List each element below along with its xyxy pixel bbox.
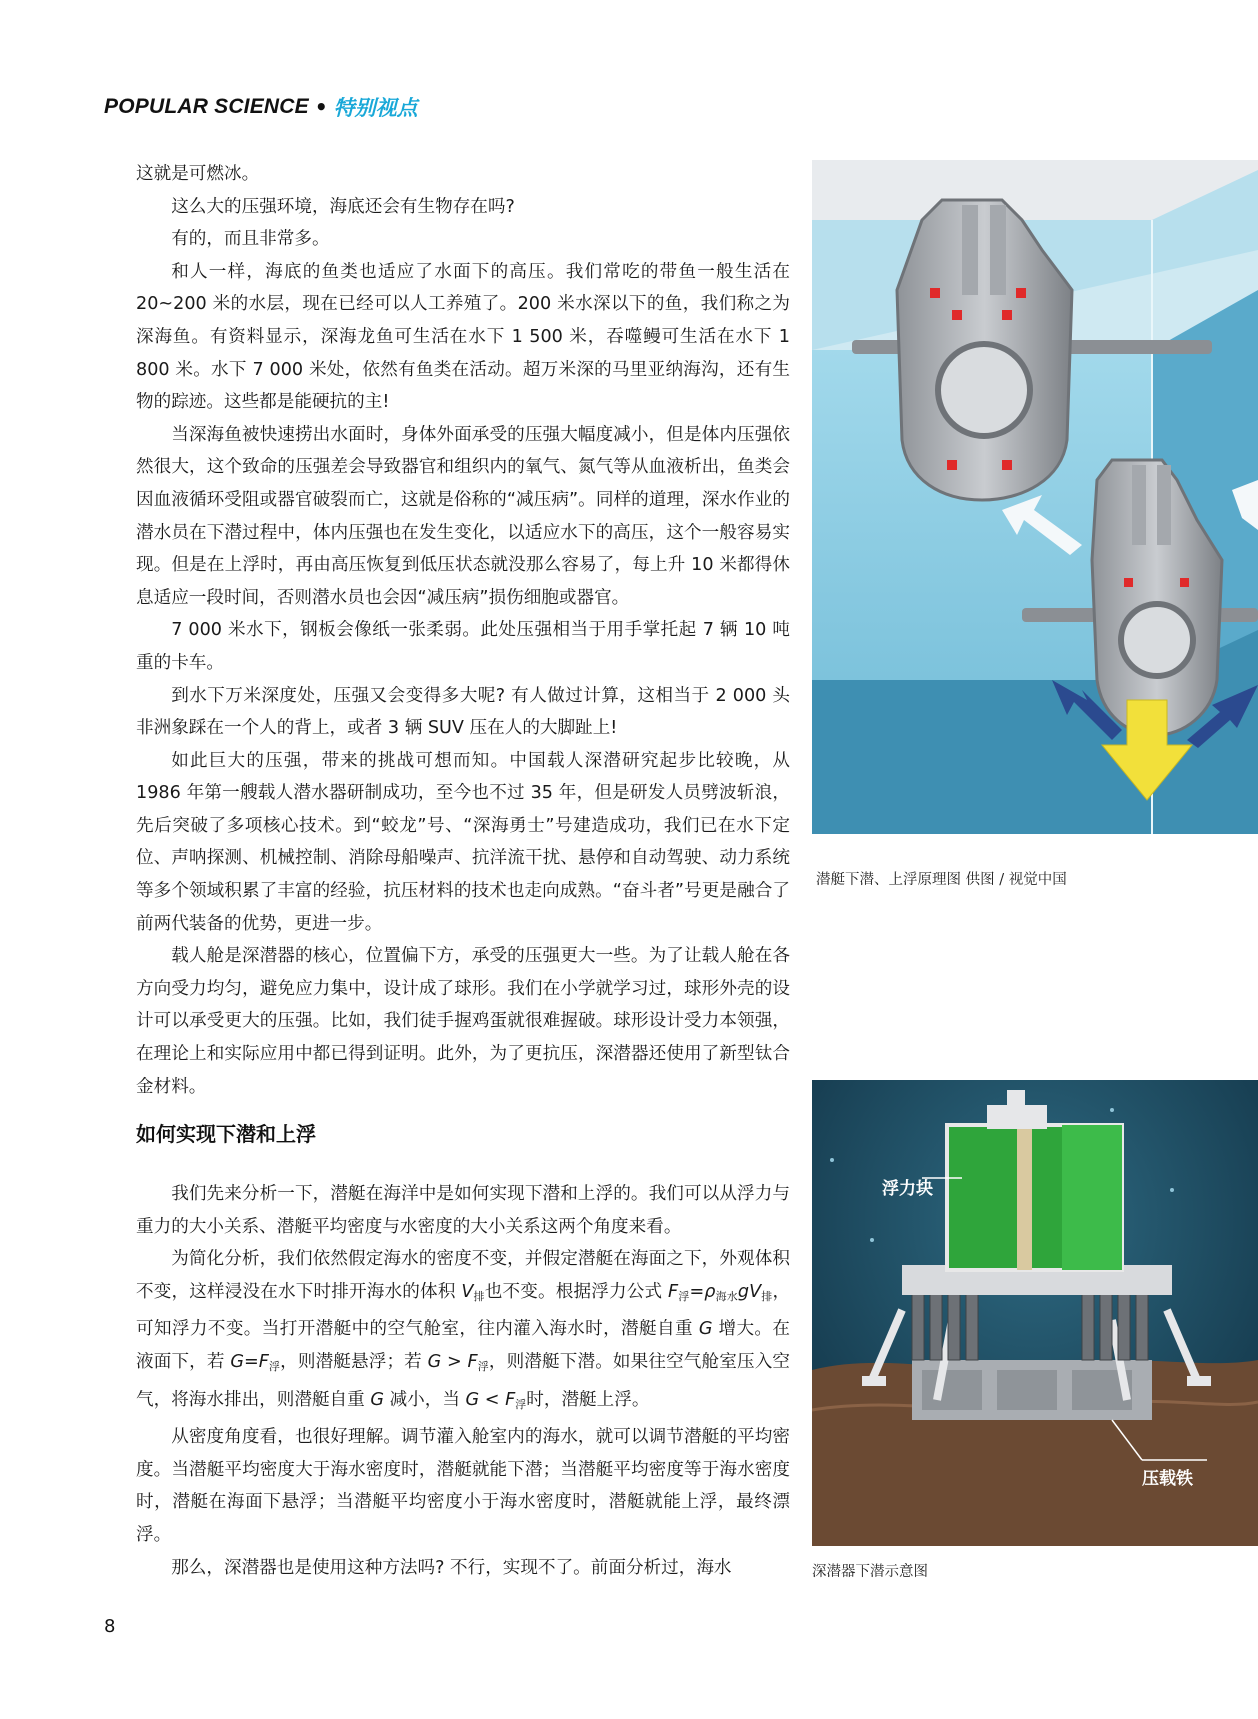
header-separator: •: [314, 95, 328, 119]
article-bottom-column: [136, 1178, 790, 1584]
paragraph: 这就是可燃冰。: [136, 164, 260, 184]
paragraph: 7 000 米水下，钢板会像纸一张柔弱。此处压强相当于用手掌托起 7 辆 10 吨重的卡车。: [136, 620, 790, 673]
section-title: 如何实现下潜和上浮: [136, 1122, 316, 1146]
paragraph: 和人一样，海底的鱼类也适应了水面下的高压。我们常吃的带鱼一般生活在 20~200 米的水层，现在已经可以人工养殖了。200 米水深以下的鱼，我们称之为深海鱼。有资料显示，深海龙鱼可生活在水下 1 500 米，吞噬鳗可生活在水下 1 800 米。水下 7 000 米处，依然有鱼类在活动。超万米深的马里亚纳海沟，还有生物的踪迹。这些都是能硬抗的主!: [136, 261, 790, 413]
figure-caption: 深潜器下潜示意图: [812, 1564, 928, 1580]
magazine-brand: POPULAR SCIENCE: [104, 95, 309, 118]
paragraph: 当深海鱼被快速捞出水面时，身体外面承受的压强大幅度减小，但是体内压强依然很大，这个致命的压强差会导致器官和组织内的氧气、氮气等从血液析出，鱼类会因血液循环受阻或器官破裂而亡，这就是俗称的“减压病”。同样的道理，深水作业的潜水员在下潜过程中，体内压强也在发生变化，以适应水下的高压，这个一般容易实现。但是在上浮时，再由高压恢复到低压状态就没那么容易了，每上升 10 米都得休息适应一段时间，否则潜水员也会因“减压病”损伤细胞或器官。: [136, 424, 790, 608]
paragraph: 如此巨大的压强，带来的挑战可想而知。中国载人深潜研究起步比较晚，从 1986 年第一艘载人潜水器研制成功，至今也不过 35 年，但是研发人员劈波斩浪，先后突破了多项核心技术。到“蛟龙”号、“深海勇士”号建造成功，我们已在水下定位、声呐探测、机械控制、消除母船噪声、抗洋流干扰、悬停和自动驾驶、动力系统等多个领域积累了丰富的经验，抗压材料的技术也走向成熟。“奋斗者”号更是融合了前两代装备的优势，更进一步。: [136, 750, 790, 934]
submersible-diagram: [812, 1080, 1258, 1546]
paragraph: 我们先来分析一下，潜艇在海洋中是如何实现下潜和上浮的。我们可以从浮力与重力的大小关系、潜艇平均密度与水密度的大小关系这两个角度来看。: [136, 1184, 790, 1237]
figure-caption: 潜艇下潜、上浮原理图 供图 / 视觉中国: [816, 872, 1067, 888]
running-header: [104, 92, 418, 122]
article-top-column: [136, 158, 790, 1103]
paragraph: 到水下万米深度处，压强又会变得多大呢? 有人做过计算，这相当于 2 000 头非洲象踩在一个人的背上，或者 3 辆 SUV 压在人的大脚趾上!: [136, 685, 790, 739]
paragraph: 载人舱是深潜器的核心，位置偏下方，承受的压强更大一些。为了让载人舱在各方向受力均匀，避免应力集中，设计成了球形。我们在小学就学习过，球形外壳的设计可以承受更大的压强。比如，我们徒手握鸡蛋就很难握破。球形设计受力本领强，在理论上和实际应用中都已得到证明。此外，为了更抗压，深潜器还使用了新型钛合金材料。: [136, 946, 790, 1097]
paragraph: 那么，深潜器也是使用这种方法吗? 不行，实现不了。前面分析过，海水: [171, 1557, 732, 1578]
label-buoyancy-block: 浮力块: [882, 1179, 933, 1199]
submarine-illustration: [812, 160, 1258, 834]
page-number: 8: [104, 1616, 116, 1637]
section-tag: 特别视点: [333, 96, 418, 120]
paragraph: 有的，而且非常多。: [171, 229, 330, 250]
buoyancy-block: [947, 1125, 1122, 1270]
submarine-diagram: [812, 160, 1258, 834]
paragraph: 这么大的压强环境，海底还会有生物存在吗?: [171, 196, 515, 217]
paragraph: 从密度角度看，也很好理解。调节灌入舱室内的海水，就可以调节潜艇的平均密度。当潜艇平均密度大于海水密度时，潜艇就能下潜；当潜艇平均密度等于海水密度时，潜艇在海面下悬浮；当潜艇平均密度小于海水密度时，潜艇就能上浮，最终漂浮。: [136, 1427, 790, 1545]
paragraph-formula: 为简化分析，我们依然假定海水的密度不变，并假定潜艇在海面之下，外观体积不变，这样浸没在水下时排开海水的体积 $V_排$也不变。根据浮力公式 $F_浮=\rho_{海水}gV_排$，可知浮力不变。当打开潜艇中的空气舱室，往内灌入海水时，潜艇自重 G 增大。在液面下，若 $G=F_浮$，则潜艇悬浮；若 $G > F_浮$，则潜艇下潜。如果往空气舱室压入空气，将海水排出，则潜艇自重 G 减小，当 $G < F_浮$时，潜艇上浮。: [136, 1249, 791, 1411]
label-ballast-iron: 压载铁: [1142, 1469, 1193, 1489]
